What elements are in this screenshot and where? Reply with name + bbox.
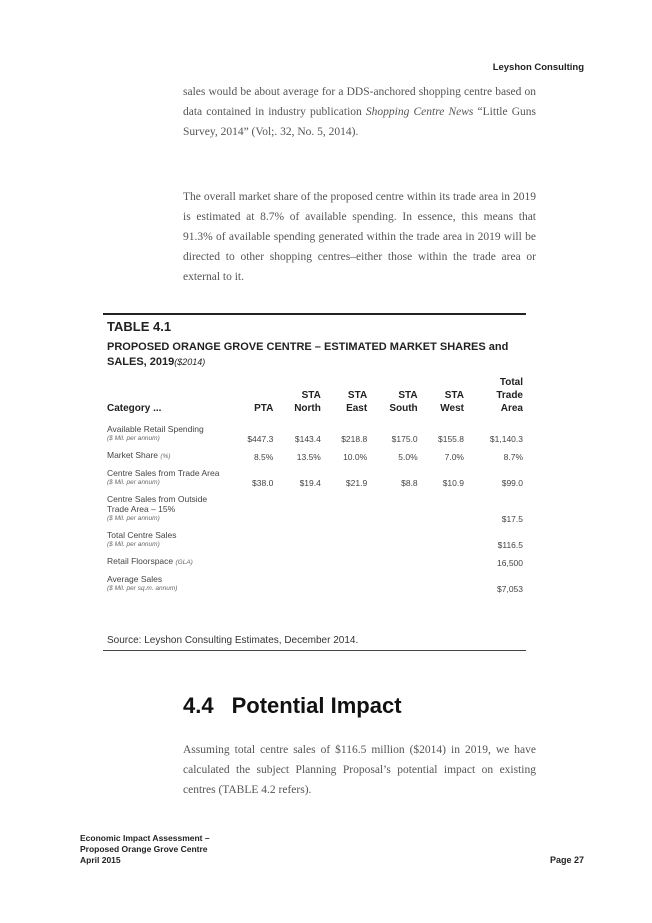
footer-line-1: Economic Impact Assessment – xyxy=(80,833,210,843)
table-row xyxy=(107,447,523,465)
table-title-unit: ($2014) xyxy=(174,357,206,367)
cell: $10.9 xyxy=(442,478,464,488)
table-bottom-rule xyxy=(103,650,526,651)
row-label: Total Centre Sales ($ Mil. per annum) xyxy=(107,530,177,548)
cell: 16,500 xyxy=(497,558,523,568)
table-top-rule xyxy=(103,313,526,315)
paragraph-market-share: The overall market share of the proposed centre within its trade area in 2019 is estimated at 8.7% of available spending. In essence, this means that 91.3% of available spending generated within the trade area in 2019 will be directed to other shopping centres–either those within the trade area or external to it. xyxy=(183,191,536,283)
cell: 8.5% xyxy=(253,452,274,462)
table-title-text: PROPOSED ORANGE GROVE CENTRE – ESTIMATED MARKET SHARES and SALES, 2019 xyxy=(107,341,509,368)
cell: $19.4 xyxy=(299,478,321,488)
cell: 10.0% xyxy=(343,452,368,462)
table-header-row xyxy=(107,376,523,421)
cell: $7,053 xyxy=(497,584,523,594)
col-sta-west: STA West xyxy=(440,390,464,414)
row-label: Retail Floorspace (GLA) xyxy=(107,556,193,566)
col-sta-east: STA East xyxy=(346,390,368,414)
paragraph-potential-impact: Assuming total centre sales of $116.5 million ($2014) in 2019, we have calculated the subject Planning Proposal’s potential impact on existing centres (TABLE 4.2 refers). xyxy=(183,744,536,796)
cell: $175.0 xyxy=(391,434,418,444)
cell: $38.0 xyxy=(252,478,274,488)
p1-text-a: sales would be about average for a DDS-anchored shopping centre based on data contained in industry publication xyxy=(183,86,536,118)
col-total: Total Trade Area xyxy=(496,377,523,414)
cell: $143.4 xyxy=(294,434,321,444)
p1-text-b: “Little Guns Survey, 2014” (Vol;. 32, No. 5, 2014). xyxy=(183,106,536,138)
cell: $116.5 xyxy=(497,540,523,550)
cell: 5.0% xyxy=(398,452,418,462)
table-label: TABLE 4.1 xyxy=(107,319,172,334)
table-row xyxy=(107,571,523,597)
table-row xyxy=(107,527,523,553)
footer-date: April 2015 xyxy=(80,855,121,865)
page-number: Page 27 xyxy=(549,855,584,865)
cell: $99.0 xyxy=(501,478,523,488)
section-heading xyxy=(183,693,402,719)
table-row xyxy=(107,465,523,491)
paragraph-sales-average xyxy=(183,82,536,142)
col-sta-north: STA North xyxy=(294,390,321,414)
footer-line-2: Proposed Orange Grove Centre xyxy=(80,844,208,854)
cell: 8.7% xyxy=(503,452,523,462)
cell: $17.5 xyxy=(501,514,523,524)
row-label: Market Share (%) xyxy=(107,450,171,460)
cell: 7.0% xyxy=(444,452,464,462)
p1-publication: Shopping Centre News xyxy=(365,106,474,118)
row-label: Average Sales ($ Mil. per sq.m. annum) xyxy=(107,574,178,592)
footer-document-info xyxy=(80,833,210,866)
header-company: Leyshon Consulting xyxy=(492,62,584,73)
cell: $21.9 xyxy=(345,478,368,488)
col-pta: PTA xyxy=(254,403,274,414)
market-share-table xyxy=(107,376,523,597)
cell: $1,140.3 xyxy=(489,434,523,444)
cell: 13.5% xyxy=(296,452,321,462)
col-sta-south: STA South xyxy=(389,390,418,414)
cell: $218.8 xyxy=(341,434,368,444)
cell: $8.8 xyxy=(401,478,418,488)
col-category: Category ... xyxy=(107,403,162,414)
section-title: Potential Impact xyxy=(231,693,402,718)
cell: $155.8 xyxy=(437,434,464,444)
table-source: Source: Leyshon Consulting Estimates, December 2014. xyxy=(107,635,359,646)
cell: $447.3 xyxy=(247,434,274,444)
table-row xyxy=(107,421,523,447)
table-row xyxy=(107,553,523,571)
section-number: 4.4 xyxy=(183,693,214,718)
table-title xyxy=(107,340,527,370)
table-row xyxy=(107,491,523,527)
row-label: Centre Sales from Outside Trade Area – 15% ($ Mil. per annum) xyxy=(107,494,208,522)
row-label: Centre Sales from Trade Area ($ Mil. per annum) xyxy=(107,468,220,486)
row-label: Available Retail Spending ($ Mil. per annum) xyxy=(107,424,204,442)
